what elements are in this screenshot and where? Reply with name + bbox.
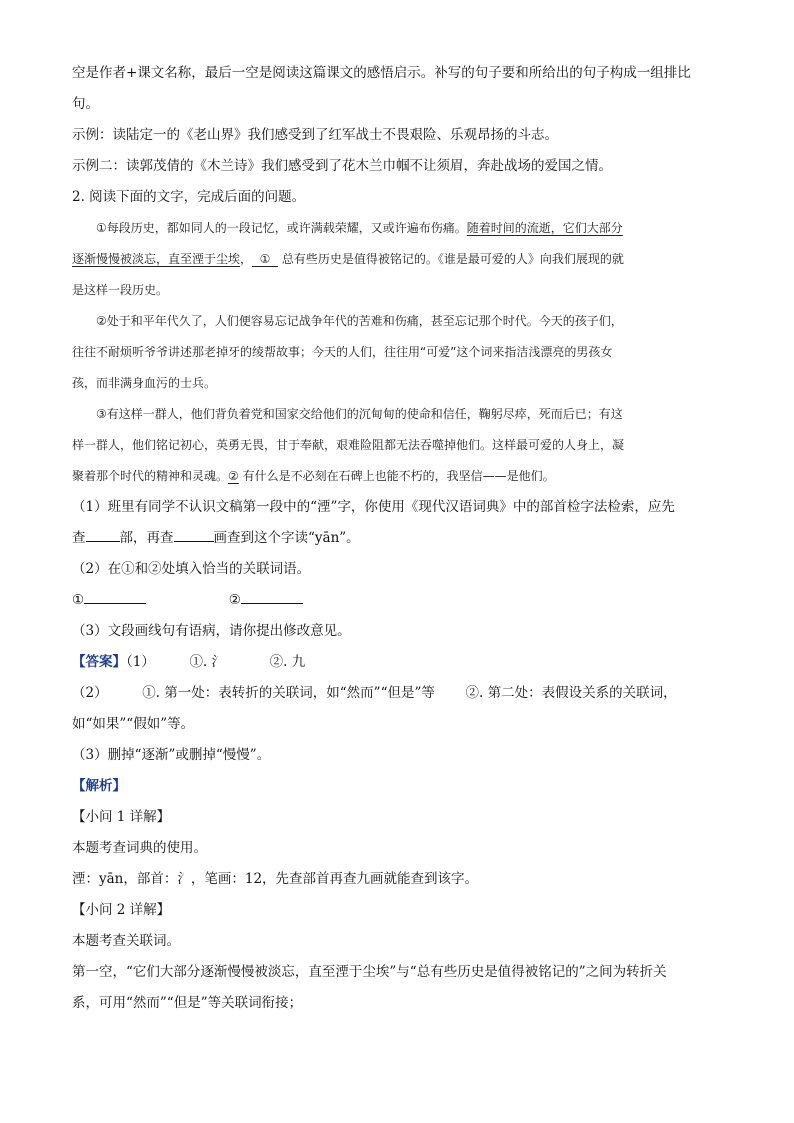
text: ②. 第二处：表假设关系的关联词， <box>465 685 677 701</box>
analysis-section-title: 【小问 2 详解】 <box>72 902 171 918</box>
intro-line: 句。 <box>72 96 99 112</box>
text: 画查到这个字读“yān”。 <box>213 530 360 546</box>
analysis-text: 本题考查词典的使用。 <box>72 840 207 856</box>
text: 查 <box>72 530 86 546</box>
answer-2 <box>72 678 722 709</box>
passage-line <box>72 461 722 492</box>
sub-question-2: （2）在①和②处填入恰当的关联词语。 <box>72 561 311 577</box>
passage-text: ①每段历史，都如同人的一段记忆，或许满载荣耀，又或许遍布伤痛。 <box>96 221 467 235</box>
analysis-text: 本题考查关联词。 <box>72 933 180 949</box>
passage-line: 是这样一段历史。 <box>72 283 169 297</box>
underlined-sentence: 随着时间的流逝，它们大部分 <box>466 221 623 235</box>
passage-line <box>72 244 722 275</box>
text: ①. 氵 <box>189 654 226 670</box>
sub-question-1-blanks <box>72 523 722 554</box>
passage-text: 总有些历史是值得被铭记的。《谁是最可爱的人》向我们展现的就 <box>281 252 624 266</box>
analysis-text: 湮：yān，部首：氵，笔画：12，先查部首再查九画就能查到该字。 <box>72 871 479 887</box>
blank-marker-2: ② <box>228 469 239 483</box>
sub-question-2-blanks <box>72 585 722 616</box>
underlined-sentence: 逐渐慢慢被淡忘，直至湮于尘埃 <box>72 252 241 266</box>
answer-2-cont: 如“如果”“假如”等。 <box>72 716 195 732</box>
answer-blank[interactable] <box>86 527 120 542</box>
text: （2） <box>72 685 108 701</box>
passage-line: 往往不耐烦听爷爷讲述那老掉牙的绫帮故事；今天的人们，往往用“可爱”这个词来指洁浅漂亮的男孩女 <box>72 345 613 359</box>
answer-blank[interactable] <box>174 527 214 542</box>
marker: ① <box>72 592 85 608</box>
sub-question-1: （1）班里有同学不认识文稿第一段中的“湮”字，你使用《现代汉语词典》中的部首检字法检索，应先 <box>72 499 675 515</box>
question-2-title: 2. 阅读下面的文字，完成后面的问题。 <box>72 189 306 205</box>
marker: ② <box>228 592 241 608</box>
passage-text: ， <box>240 252 253 266</box>
blank-marker-1: ① <box>259 252 271 266</box>
answer-blank[interactable] <box>84 589 146 604</box>
passage-line: 样一群人，他们铭记初心，英勇无畏，甘于奉献，艰难险阻都无法吞噬掉他们。这样最可爱的人身上，凝 <box>72 438 625 452</box>
intro-line: 空是作者+课文名称，最后一空是阅读这篇课文的感悟启示。补写的句子要和所给出的句子构成一组排比 <box>72 65 691 81</box>
passage-text: 有什么是不必刻在石碑上也能不朽的，我坚信——是他们。 <box>242 469 555 483</box>
reading-passage <box>72 213 722 492</box>
analysis-section-title: 【小问 1 详解】 <box>72 809 171 825</box>
example-line: 示例二：读郭茂倩的《木兰诗》我们感受到了花木兰巾帼不让须眉，奔赴战场的爱国之情。 <box>72 158 612 174</box>
analysis-text: 系，可用“然而”“但是”等关联词衔接； <box>72 995 303 1011</box>
sub-question-3: （3）文段画线句有语病，请你提出修改意见。 <box>72 623 351 639</box>
example-line: 示例：读陆定一的《老山界》我们感受到了红军战士不畏艰险、乐观昂扬的斗志。 <box>72 127 558 143</box>
answer-1 <box>72 647 722 678</box>
document-page <box>72 58 722 1019</box>
text: ①. 第一处：表转折的关联词，如“然而”“但是”等 <box>142 685 435 701</box>
text: 部，再查 <box>119 530 174 546</box>
passage-line: ③有这样一群人，他们背负着党和国家交给他们的沉甸甸的使命和信任，鞠躬尽瘁，死而后已；有这 <box>96 407 623 421</box>
passage-text: 聚着那个时代的精神和灵魂。 <box>72 469 229 483</box>
answer-blank[interactable] <box>241 589 303 604</box>
answer-3: （3）删掉“逐渐”或删掉“慢慢”。 <box>72 747 271 763</box>
text: （1） <box>126 654 155 670</box>
analysis-tag: 【解析】 <box>72 778 126 794</box>
text: ②. 九 <box>269 654 306 670</box>
analysis-text: 第一空，“它们大部分逐渐慢慢被淡忘，直至湮于尘埃”与“总有些历史是值得被铭记的”之间为转折关 <box>72 964 667 980</box>
passage-line: 孩，而非满身血污的士兵。 <box>72 376 217 390</box>
passage-line <box>72 213 722 244</box>
answer-tag: 【答案】 <box>72 654 126 670</box>
passage-line: ②处于和平年代久了，人们便容易忘记战争年代的苦难和伤痛，甚至忘记那个时代。今天的孩子们， <box>96 314 623 328</box>
